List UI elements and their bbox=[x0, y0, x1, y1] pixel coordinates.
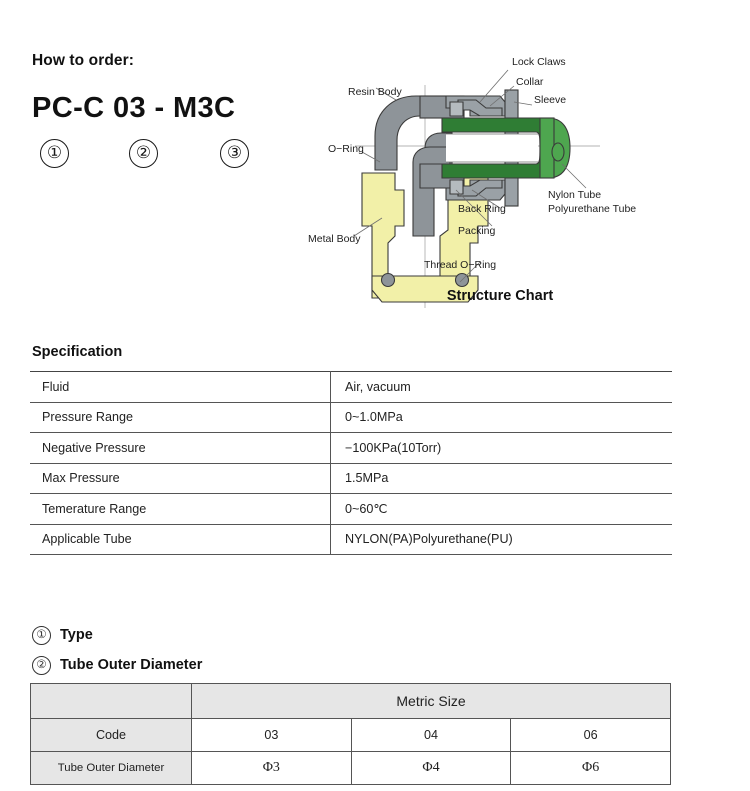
how-to-order-block bbox=[32, 52, 302, 175]
specification-heading: Specification bbox=[32, 344, 123, 360]
spec-value: NYLON(PA)Polyurethane(PU) bbox=[331, 524, 673, 555]
size-diameter-cell: Φ4 bbox=[351, 752, 511, 785]
label-sleeve: Sleeve bbox=[534, 94, 567, 106]
option-list bbox=[32, 620, 532, 680]
size-code-cell: 04 bbox=[351, 719, 511, 752]
spec-value: −100KPa(10Torr) bbox=[331, 433, 673, 464]
order-marker-2: ② bbox=[129, 139, 158, 168]
how-to-order-title: How to order: bbox=[32, 52, 135, 69]
order-marker-3: ③ bbox=[220, 139, 249, 168]
table-row bbox=[30, 402, 672, 433]
size-code-cell: 03 bbox=[192, 719, 352, 752]
tube-size-table bbox=[30, 683, 671, 785]
spec-name: Max Pressure bbox=[30, 463, 331, 494]
structure-diagram bbox=[300, 40, 740, 315]
table-row bbox=[30, 524, 672, 555]
packing-lower bbox=[450, 180, 463, 194]
packing-upper bbox=[450, 102, 463, 116]
label-collar: Collar bbox=[516, 76, 544, 88]
size-table-group-header: Metric Size bbox=[192, 684, 671, 719]
spec-name: Applicable Tube bbox=[30, 524, 331, 555]
table-row bbox=[30, 494, 672, 525]
table-row bbox=[31, 684, 671, 719]
size-code-cell: 06 bbox=[511, 719, 671, 752]
spec-name: Negative Pressure bbox=[30, 433, 331, 464]
option-marker-1: ① bbox=[32, 626, 51, 645]
table-row bbox=[30, 372, 672, 403]
specification-table bbox=[30, 371, 672, 555]
table-row bbox=[31, 719, 671, 752]
thread-oring-left bbox=[382, 274, 395, 287]
size-table-corner bbox=[31, 684, 192, 719]
label-back-ring: Back Ring bbox=[458, 203, 506, 215]
structure-chart-caption: Structure Chart bbox=[446, 288, 554, 304]
spec-value: 0~1.0MPa bbox=[331, 402, 673, 433]
spec-name: Pressure Range bbox=[30, 402, 331, 433]
order-marker-1: ① bbox=[40, 139, 69, 168]
spec-name: Fluid bbox=[30, 372, 331, 403]
spec-value: 0~60℃ bbox=[331, 494, 673, 525]
label-o-ring: O−Ring bbox=[328, 143, 364, 155]
label-resin-body: Resin Body bbox=[348, 86, 402, 98]
table-row bbox=[30, 433, 672, 464]
size-table-row-label-diameter: Tube Outer Diameter bbox=[31, 752, 192, 785]
option-item-type bbox=[32, 620, 532, 650]
label-nylon-tube: Nylon Tube bbox=[548, 189, 602, 201]
label-thread-o-ring: Thread O−Ring bbox=[424, 259, 497, 271]
size-table-row-label-code: Code bbox=[31, 719, 192, 752]
label-metal-body: Metal Body bbox=[308, 233, 361, 245]
nylon-tube-shape bbox=[442, 118, 570, 178]
table-row bbox=[30, 463, 672, 494]
option-marker-2: ② bbox=[32, 656, 51, 675]
label-lock-claws: Lock Claws bbox=[512, 56, 566, 68]
label-polyurethane-tube: Polyurethane Tube bbox=[548, 203, 637, 215]
spec-value: 1.5MPa bbox=[331, 463, 673, 494]
table-row bbox=[31, 752, 671, 785]
spec-name: Temerature Range bbox=[30, 494, 331, 525]
option-label-type: Type bbox=[60, 627, 93, 643]
size-diameter-cell: Φ6 bbox=[511, 752, 671, 785]
option-item-tube-outer-diameter bbox=[32, 650, 532, 680]
size-diameter-cell: Φ3 bbox=[192, 752, 352, 785]
order-code: PC-C 03 - M3C bbox=[32, 92, 236, 124]
tube-end-ellipse bbox=[552, 143, 564, 161]
spec-value: Air, vacuum bbox=[331, 372, 673, 403]
label-packing: Packing bbox=[458, 225, 496, 237]
order-marker-row bbox=[32, 139, 302, 175]
option-label-tube-outer-diameter: Tube Outer Diameter bbox=[60, 657, 203, 673]
